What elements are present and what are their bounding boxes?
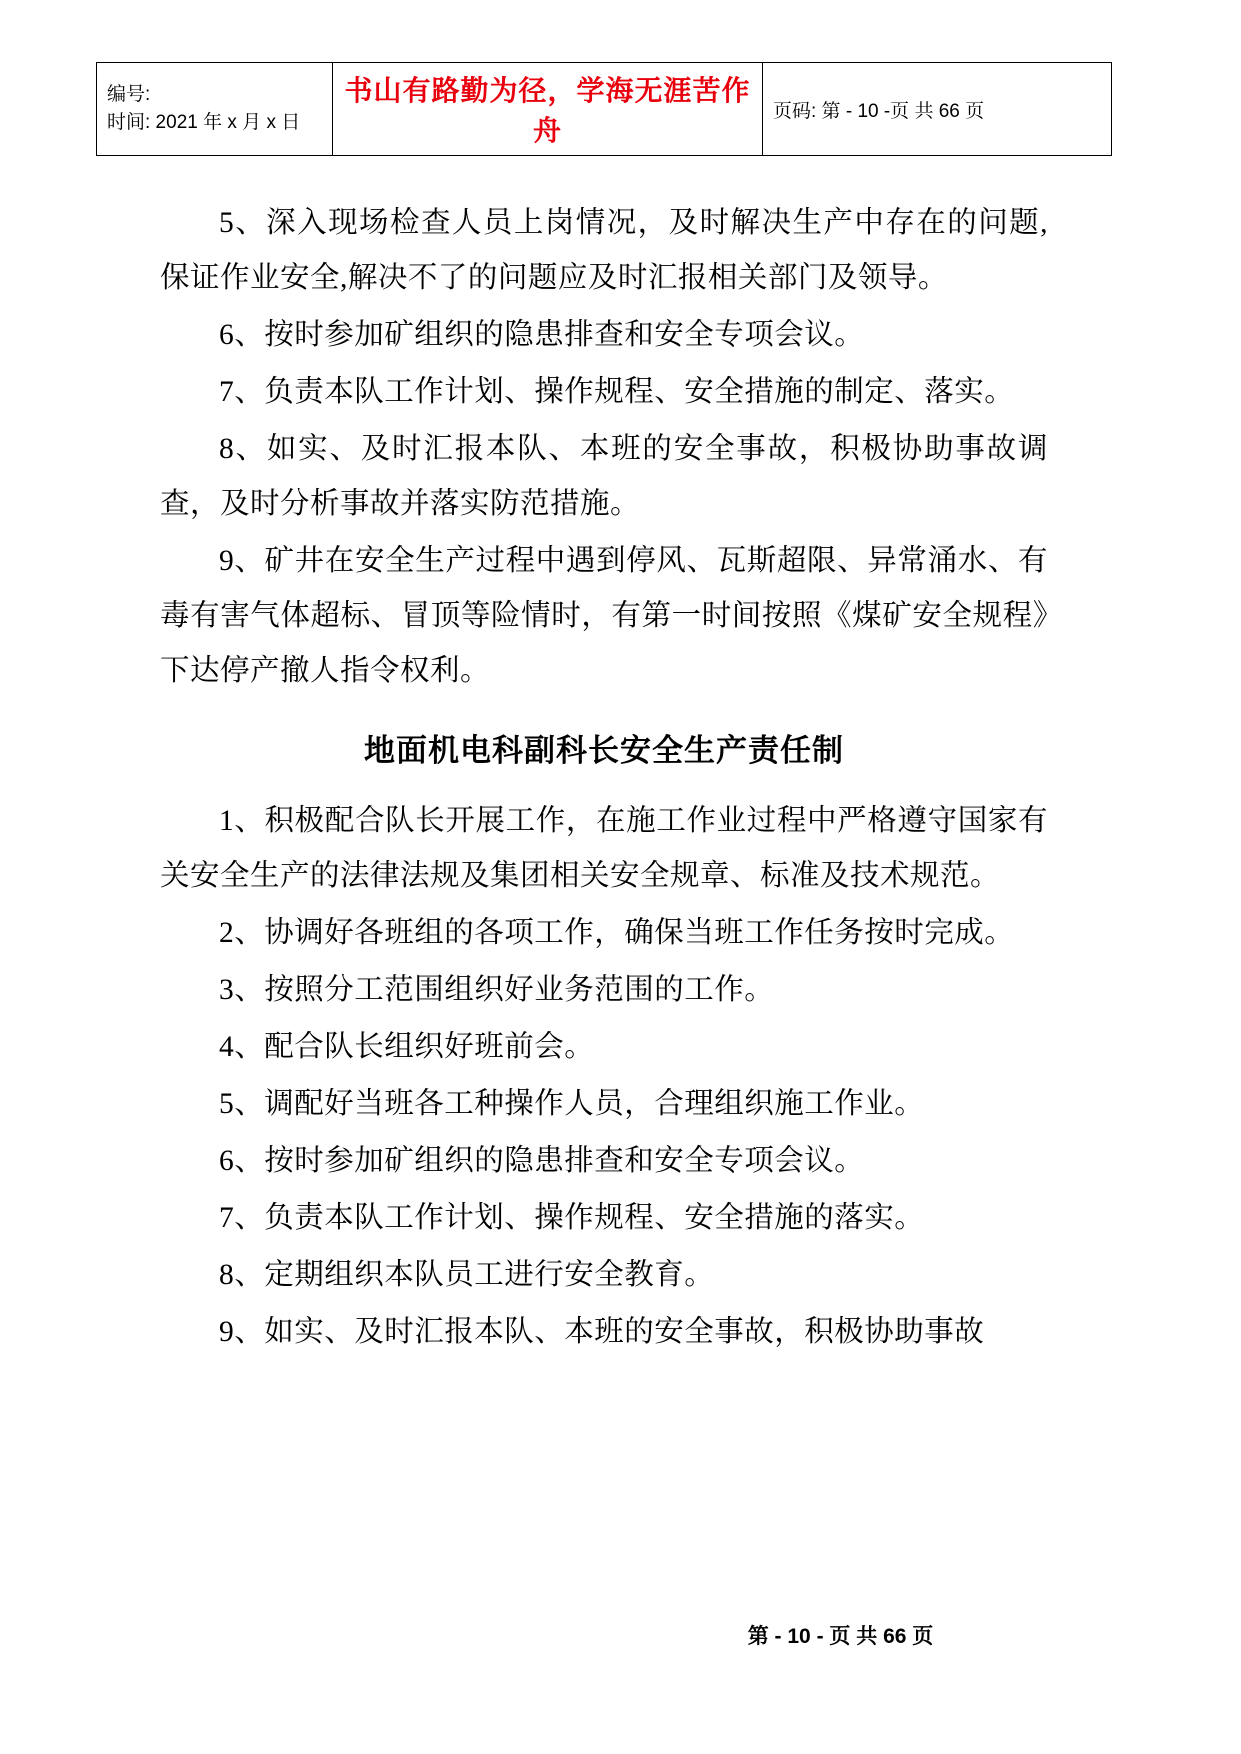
footer-page-number: 第 - 10 - 页 共 66 页 (747, 1625, 934, 1648)
paragraph: 5、深入现场检查人员上岗情况，及时解决生产中存在的问题,保证作业安全,解决不了的问题应及时汇报相关部门及领导。 (160, 207, 1048, 294)
header-page-info: 页码: 第 - 10 -页 共 66 页 (763, 63, 1112, 156)
paragraph: 6、按时参加矿组织的隐患排查和安全专项会议。 (219, 319, 865, 351)
paragraph: 4、配合队长组织好班前会。 (219, 1031, 595, 1063)
header-time-label: 时间: 2021 年 x 月 x 日 (107, 112, 301, 133)
header-row (97, 63, 1112, 156)
paragraph: 5、调配好当班各工种操作人员，合理组织施工作业。 (219, 1088, 925, 1120)
paragraph: 8、定期组织本队员工进行安全教育。 (219, 1259, 715, 1291)
section-title: 地面机电科副科长安全生产责任制 (364, 733, 844, 768)
paragraph: 7、负责本队工作计划、操作规程、安全措施的落实。 (219, 1202, 925, 1234)
document-body (160, 196, 1048, 1362)
header-meta-cell (97, 63, 333, 156)
paragraph: 3、按照分工范围组织好业务范围的工作。 (219, 974, 775, 1006)
header-slogan: 书山有路勤为径，学海无涯苦作舟 (333, 63, 763, 156)
paragraph: 7、负责本队工作计划、操作规程、安全措施的制定、落实。 (219, 376, 1015, 408)
paragraph: 6、按时参加矿组织的隐患排查和安全专项会议。 (219, 1145, 865, 1177)
page-footer (0, 1620, 1241, 1650)
paragraph: 9、如实、及时汇报本队、本班的安全事故，积极协助事故 (219, 1316, 985, 1348)
paragraph: 2、协调好各班组的各项工作，确保当班工作任务按时完成。 (219, 917, 1015, 949)
document-header-table (96, 62, 1112, 156)
paragraph: 8、如实、及时汇报本队、本班的安全事故，积极协助事故调查，及时分析事故并落实防范措施。 (160, 433, 1048, 520)
paragraph: 9、矿井在安全生产过程中遇到停风、瓦斯超限、异常涌水、有毒有害气体超标、冒顶等险情时，有第一时间按照《煤矿安全规程》下达停产撤人指令权利。 (160, 545, 1048, 687)
header-number-label: 编号: (107, 83, 151, 105)
paragraph: 1、积极配合队长开展工作，在施工作业过程中严格遵守国家有关安全生产的法律法规及集团相关安全规章、标准及技术规范。 (160, 805, 1048, 892)
